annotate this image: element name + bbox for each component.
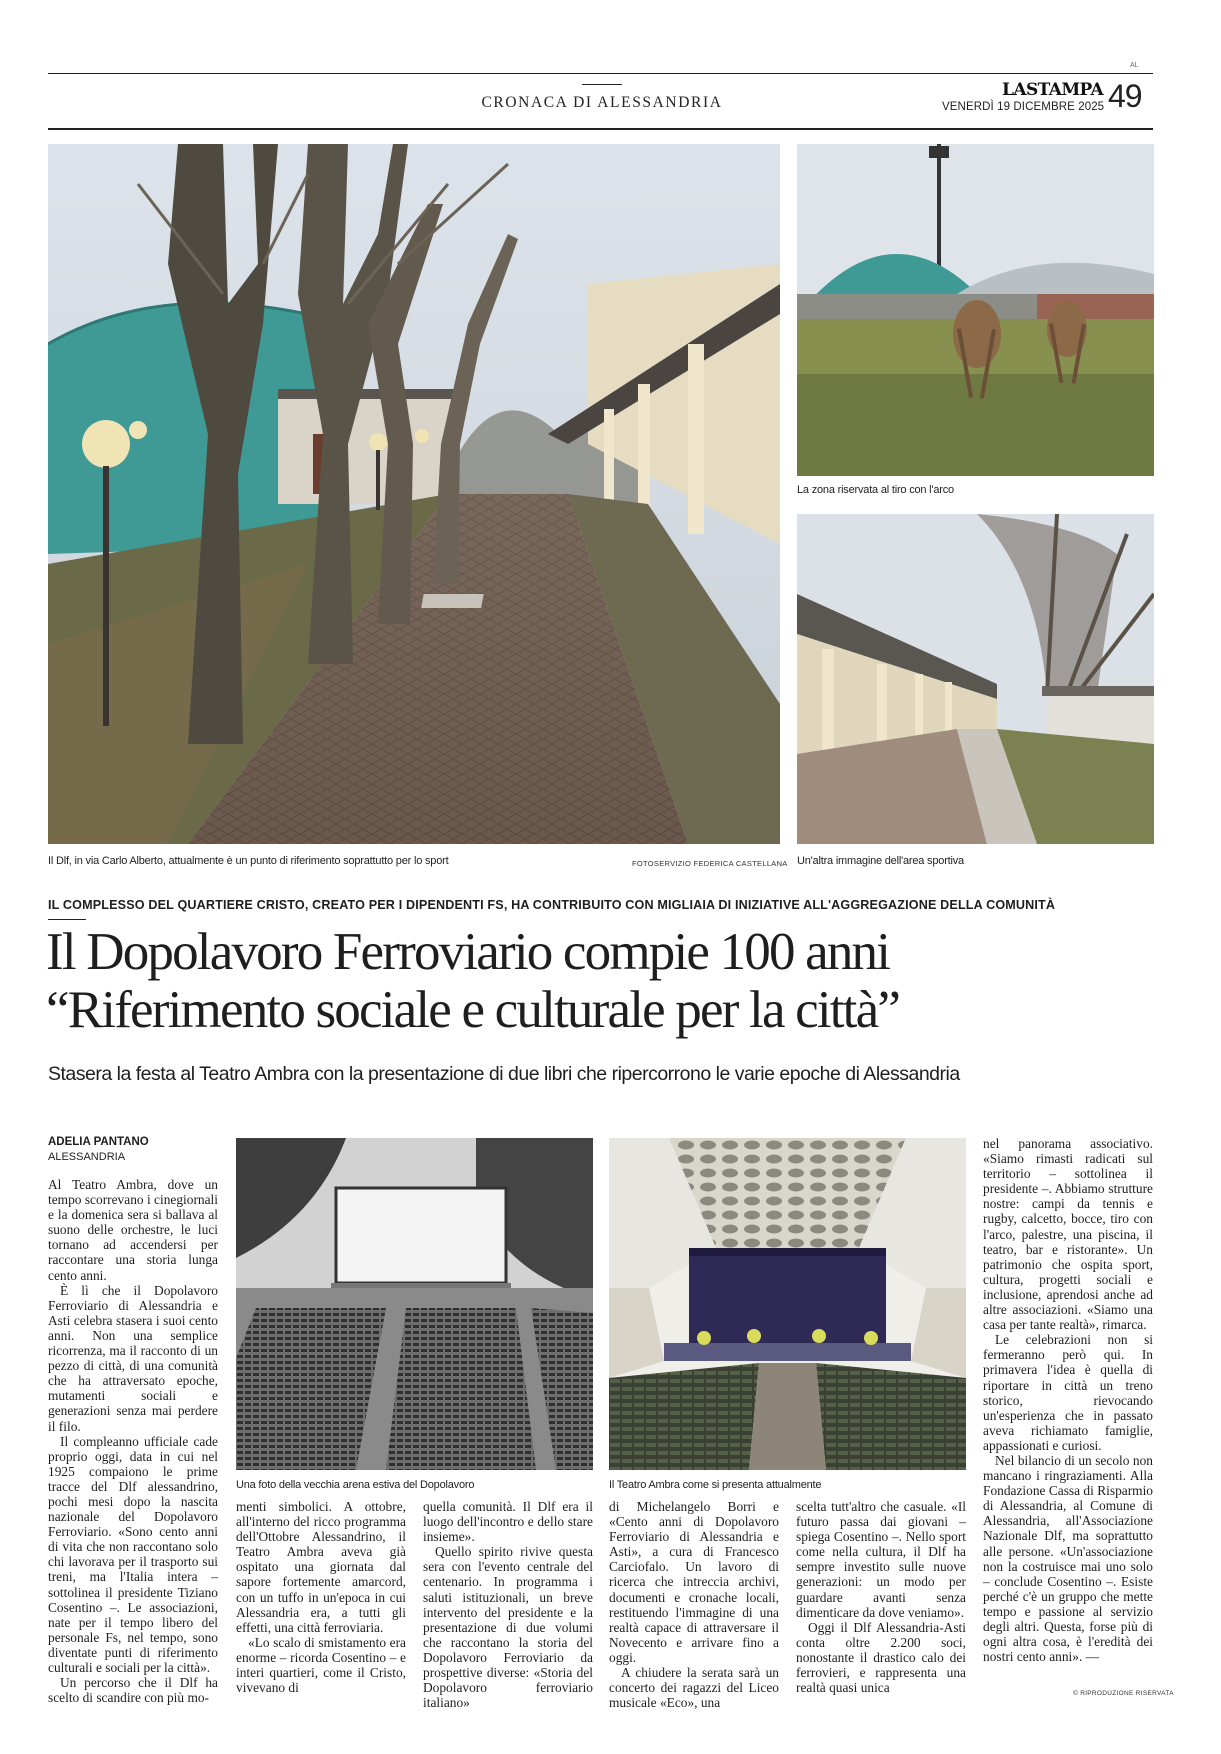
col5-paragraph-1: scelta tutt'altro che casuale. «Il futuro passa dai giovani – spiega Cosentino –. Nello sport come nella cultura, il Dlf ha sempre investito sulle nuove generazioni: un modo per guardare avanti senza dimenticare da dove veniamo». [796,1499,966,1620]
archery-caption: La zona riservata al tiro con l'arco [797,484,954,496]
col2-paragraph-2: «Lo scalo di smistamento era enorme – ricorda Cosentino – e interi quartieri, come il Cristo, vivevano di [236,1634,406,1696]
main-photo-dlf-courtyard [48,144,780,844]
col6-paragraph-1: nel panorama associativo. «Siamo rimasti radicati sul territorio – sottolinea il presidente –. Abbiamo strutture nostre: campi da tennis e rugby, calcetto, bocce, tiro con l'arco, palestre, una piscina, il teatro, bar e ristorante». Un patrimonio che ospita sport, cultura, progetti sociali e inclusione, aprendosi anche ad altre associazioni. «Siamo una casa per tante realtà», rimarca. [983,1136,1153,1333]
theatre-caption: Il Teatro Ambra come si presenta attualmente [609,1479,822,1491]
article-column-2 [236,1499,406,1695]
header-bottom-rule [48,128,1153,130]
author-name: ADELIA PANTANO [48,1136,149,1148]
col2-paragraph-1: menti simbolici. A ottobre, all'interno del ricco programma dell'Ottobre Alessandrino, il Teatro Ambra aveva già ospitato una giornata dal sapore fortemente amarcord, con un tuffo in un'epoca in cui Alessandria era, a tutti gli effetti, una città ferroviaria. [236,1499,406,1635]
col6-paragraph-2: Le celebrazioni non si fermeranno però qui. In primavera l'idea è quella di riportare in città un treno storico, rievocando un'esperienza che in passato aveva richiamato famiglie, appassionati e curiosi. [983,1332,1153,1453]
archery-area-photo [797,144,1154,476]
col1-paragraph-3: Il compleanno ufficiale cade proprio oggi, data in cui nel 1925 compaiono le prime tracce del Dlf alessandrino, pochi mesi dopo la nascita nazionale del Dopolavoro Ferroviario. «Sono cento anni di vita che non raccontano solo chi lavorava per il trasporto sui treni, ma l'Italia intera – sottolinea il presidente Tiziano Cosentino –. Le associazioni, nate per il tempo libero del personale Fs, nel tempo, sono diventate punti di riferimento culturali e sociali per la città». [48,1433,218,1675]
sports-area-caption: Un'altra immagine dell'area sportiva [797,855,964,867]
old-summer-arena-photo [236,1138,593,1470]
section-title: CRONACA DI ALESSANDRIA [481,94,723,111]
page-number: 49 [1108,78,1142,114]
col4-paragraph-2: A chiudere la serata sarà un concerto dei ragazzi del Liceo musicale «Eco», una [609,1665,779,1711]
article-column-1 [48,1177,218,1705]
col4-paragraph-1: di Michelangelo Borri e «Cento anni di Dopolavoro Ferroviario di Alessandria e Asti», a cura di Francesco Carciofalo. Un lavoro di ricerca che intreccia archivi, documenti e cronache locali, restituendo l'immagine di una realtà capace di attraversare il Novecento e arrivare fino a oggi. [609,1499,779,1665]
article-column-5 [796,1499,966,1695]
sports-area-photo [797,514,1154,844]
section-overline [582,84,622,85]
col1-paragraph-2: È lì che il Dopolavoro Ferroviario di Alessandria e Asti celebra stasera i suoi cento anni. Non una semplice ricorrenza, ma il racconto di un pezzo di città, di una comunità che ha attraversato epoche, mutamenti sociali e generazioni senza mai perdere il filo. [48,1282,218,1434]
teatro-ambra-photo [609,1138,966,1470]
col6-paragraph-3: Nel bilancio di un secolo non mancano i ringraziamenti. Alla Fondazione Cassa di Risparmio di Alessandria, al Comune di Alessandria, all'Associazione Nazionale Dlf, ma soprattutto alle persone. «Un'associazione non la costruisce mai uno solo – conclude Cosentino –. Esiste perché c'è un gruppo che mette tempo e passione al servizio degli altri. Questa, forse più di ogni altra cosa, è l'eredità dei nostri cento anni». — [983,1452,1153,1665]
col5-paragraph-2: Oggi il Dlf Alessandria-Asti conta oltre 2.200 soci, nonostante il drastico calo dei ferrovieri, e rappresenta una realtà quasi unica [796,1619,966,1696]
headline-line-1: Il Dopolavoro Ferroviario compie 100 anni [46,923,890,981]
arena-caption: Una foto della vecchia arena estiva del Dopolavoro [236,1479,475,1491]
main-photo-caption: Il Dlf, in via Carlo Alberto, attualmente è un punto di riferimento soprattutto per lo sport [48,855,449,867]
author-location: ALESSANDRIA [48,1151,126,1163]
article-column-3 [423,1499,593,1710]
headline-line-2: “Riferimento sociale e culturale per la città” [46,981,900,1039]
edition-mark: AL [1130,62,1139,69]
subheadline: Stasera la festa al Teatro Ambra con la presentazione di due libri che ripercorrono le varie epoche di Alessandria [48,1063,960,1085]
header-top-rule [48,73,1153,74]
photo-credit: FOTOSERVIZIO FEDERICA CASTELLANA [632,859,788,868]
col3-paragraph-2: Quello spirito rivive questa sera con l'evento centrale del centenario. In programma i saluti istituzionali, un breve intervento del presidente e la presentazione di due volumi che raccontano la storia del Dopolavoro Ferroviario da prospettive diverse: «Storia del Dopolavoro ferroviario italiano» [423,1544,593,1711]
col1-paragraph-4: Un percorso che il Dlf ha scelto di scandire con più mo- [48,1675,218,1706]
article-column-6 [983,1136,1153,1664]
rights-reserved-notice: © RIPRODUZIONE RISERVATA [1073,1690,1174,1697]
col1-paragraph-1: Al Teatro Ambra, dove un tempo scorrevano i cinegiornali e la domenica sera si ballava al suono delle orchestre, le luci tornano ad accendersi per raccontare una storia lunga cento anni. [48,1177,218,1283]
issue-date: VENERDÌ 19 DICEMBRE 2025 [942,101,1105,113]
col3-paragraph-1: quella comunità. Il Dlf era il luogo dell'incontro e dello stare insieme». [423,1499,593,1545]
article-column-4 [609,1499,779,1710]
masthead-logo: LASTAMPA [1002,80,1104,100]
kicker-underline [48,919,86,920]
article-kicker: IL COMPLESSO DEL QUARTIERE CRISTO, CREATO PER I DIPENDENTI FS, HA CONTRIBUITO CON MIGLIAIA DI INIZIATIVE ALL'AGGREGAZIONE DELLA COMUNITÀ [48,898,1056,912]
